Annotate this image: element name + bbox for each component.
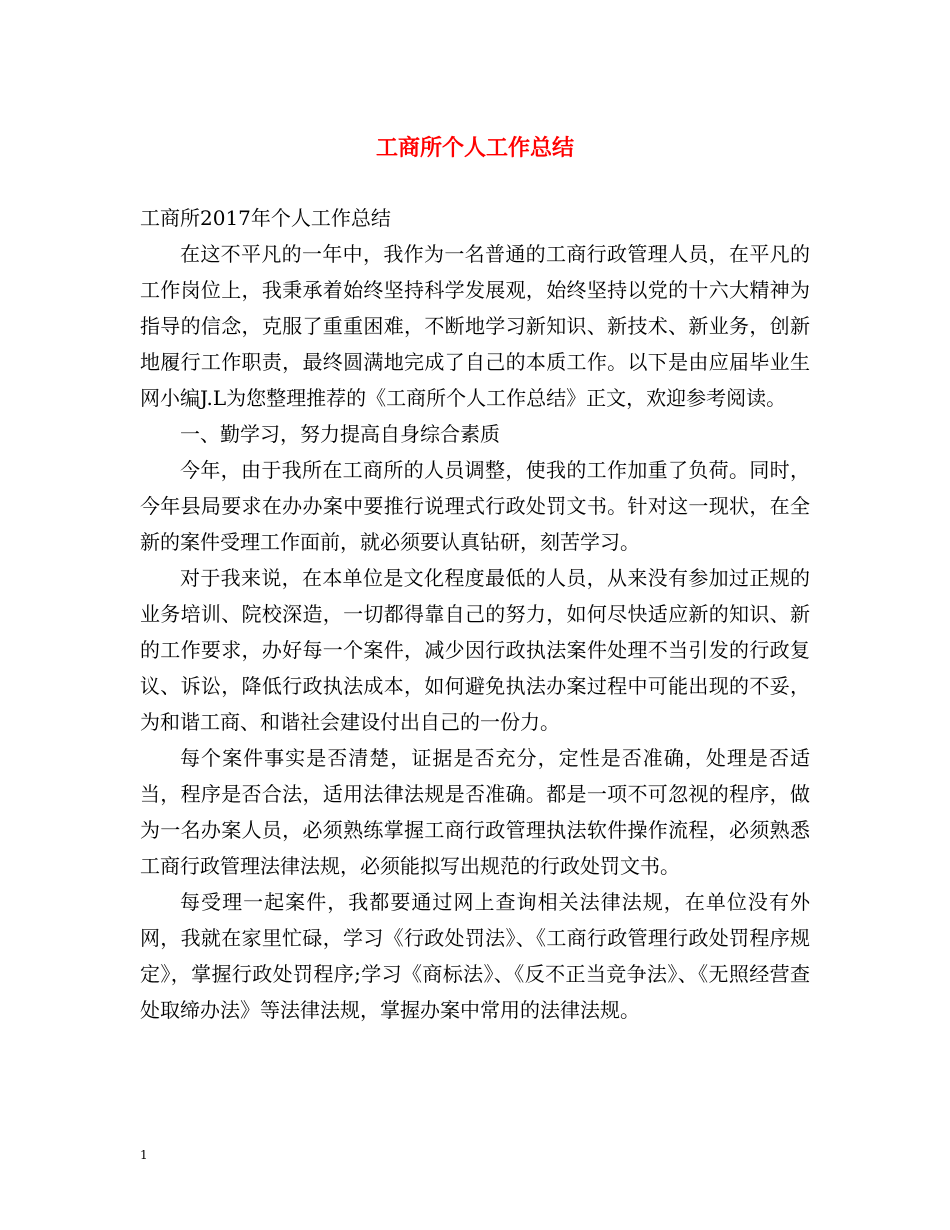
document-body [140, 200, 810, 1028]
paragraph: 每受理一起案件，我都要通过网上查询相关法律法规，在单位没有外网，我就在家里忙碌，学习《行政处罚法》、《工商行政管理行政处罚程序规定》，掌握行政处罚程序;学习《商标法》、《反不正当竞争法》、《无照经营查处取缔办法》等法律法规，掌握办案中常用的法律法规。 [140, 890, 810, 1022]
page-title: 工商所个人工作总结 [375, 135, 574, 161]
paragraph: 今年，由于我所在工商所的人员调整，使我的工作加重了负荷。同时，今年县局要求在办办案中要推行说理式行政处罚文书。针对这一现状，在全新的案件受理工作面前，就必须要认真钻研，刻苦学习。 [140, 458, 810, 554]
subtitle: 工商所2017年个人工作总结 [140, 206, 391, 230]
paragraph: 每个案件事实是否清楚，证据是否充分，定性是否准确，处理是否适当，程序是否合法，适用法律法规是否准确。都是一项不可忽视的程序，做为一名办案人员，必须熟练掌握工商行政管理执法软件操作流程，必须熟悉工商行政管理法律法规，必须能拟写出规范的行政处罚文书。 [140, 746, 810, 878]
section-heading: 一、勤学习，努力提高自身综合素质 [180, 422, 500, 446]
paragraph: 对于我来说，在本单位是文化程度最低的人员，从来没有参加过正规的业务培训、院校深造，一切都得靠自己的努力，如何尽快适应新的知识、新的工作要求，办好每一个案件，减少因行政执法案件处理不当引发的行政复议、诉讼，降低行政执法成本，如何避免执法办案过程中可能出现的不妥，为和谐工商、和谐社会建设付出自己的一份力。 [140, 566, 810, 734]
paragraph-intro: 在这不平凡的一年中，我作为一名普通的工商行政管理人员，在平凡的工作岗位上，我秉承着始终坚持科学发展观，始终坚持以党的十六大精神为指导的信念，克服了重重困难，不断地学习新知识、新技术、新业务，创新地履行工作职责，最终圆满地完成了自己的本质工作。以下是由应届毕业生网小编J.L为您整理推荐的《工商所个人工作总结》正文，欢迎参考阅读。 [140, 242, 810, 410]
page-number: 1 [140, 1148, 148, 1162]
